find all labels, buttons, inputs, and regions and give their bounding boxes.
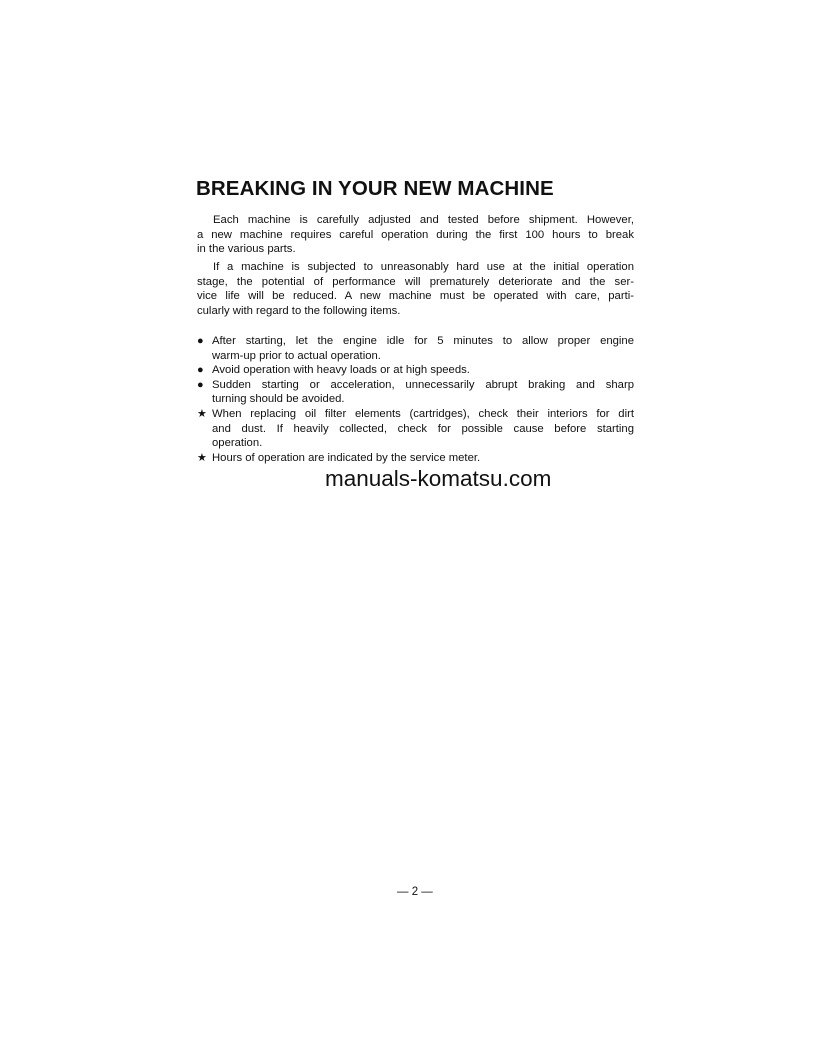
star-icon: ★ [197, 407, 207, 420]
text-line: a new machine requires careful operation during the first 100 hours to break [197, 228, 634, 241]
text-line: Avoid operation with heavy loads or at high speeds. [212, 364, 470, 377]
text-line: vice life will be reduced. A new machine must be operated with care, parti- [197, 290, 634, 303]
bullet-icon: ● [197, 364, 204, 377]
item-list [197, 334, 634, 465]
watermark: manuals-komatsu.com [325, 466, 552, 491]
text-line: in the various parts. [197, 243, 296, 256]
text-line: After starting, let the engine idle for 5 minutes to allow proper engine [212, 335, 634, 347]
text-line: When replacing oil filter elements (cartridges), check their interiors for dirt [212, 407, 634, 420]
page-title: BREAKING IN YOUR NEW MACHINE [196, 177, 554, 200]
text-line: Sudden starting or acceleration, unnecessarily abrupt braking and sharp [212, 378, 634, 391]
list-item [197, 451, 634, 466]
intro-paragraph-2 [197, 260, 634, 318]
list-item [197, 407, 634, 451]
text-line: cularly with regard to the following items. [197, 304, 401, 317]
star-icon: ★ [197, 451, 207, 464]
text-line: Each machine is carefully adjusted and tested before shipment. However, [213, 214, 634, 226]
list-item [197, 363, 634, 378]
page-number: — 2 — [397, 886, 433, 898]
text-line: Hours of operation are indicated by the service meter. [212, 451, 481, 464]
text-line: and dust. If heavily collected, check for possible cause before starting [212, 422, 634, 435]
intro-paragraph-1 [197, 213, 634, 257]
list-item [197, 378, 634, 407]
text-line: stage, the potential of performance will prematurely deteriorate and the ser- [197, 275, 634, 288]
text-line: turning should be avoided. [212, 393, 345, 406]
bullet-icon: ● [197, 378, 204, 391]
text-line: If a machine is subjected to unreasonably hard use at the initial operation [213, 261, 634, 273]
text-line: warm-up prior to actual operation. [212, 349, 381, 362]
text-line: operation. [212, 437, 263, 450]
bullet-icon: ● [197, 335, 204, 347]
list-item [197, 334, 634, 363]
